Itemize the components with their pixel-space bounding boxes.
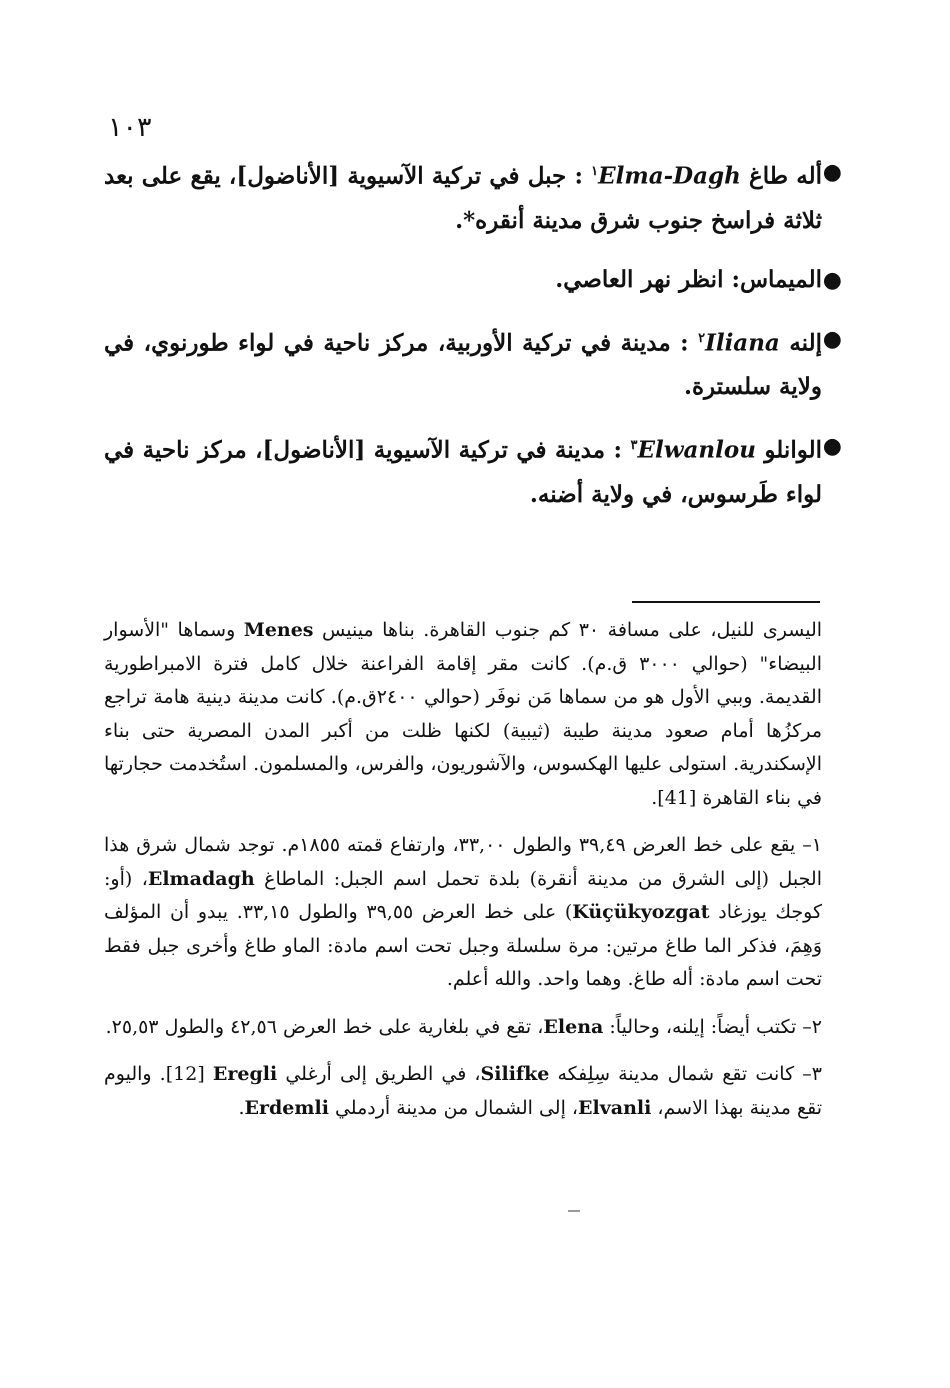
- footnote-latin: Elena: [543, 1015, 604, 1038]
- footnote-text: ، في الطريق إلى أرغلي: [285, 1063, 481, 1085]
- footnote-ref: ١: [591, 164, 599, 179]
- page-number: ١٠٣: [108, 112, 152, 143]
- footnote-text: .: [238, 1096, 245, 1119]
- footnote-text: ١– يقع على خط العرض ٣٩,٤٩ والطول ٣٣,٠٠، وارتفاع قمته ١٨٥٥م. توجد شمال شرق هذا الجبل (إلى الشرق من مدينة أنقرة) بلدة تحمل اسم الجبل: الماطاغ: [104, 834, 822, 890]
- bullet-icon: ●: [822, 266, 842, 293]
- footnote-latin: Elmadagh: [147, 867, 255, 890]
- entries-list: [104, 150, 842, 532]
- footnote-1: [104, 829, 822, 997]
- entry-maimas: [104, 258, 842, 302]
- footnote-latin: Eregli: [212, 1063, 278, 1085]
- entry-text: : مدينة في تركية الأوربية، مركز ناحية في لواء طورنوي، في ولاية سلسترة.: [104, 329, 822, 401]
- footnote-text: ٣– كانت تقع شمال مدينة سِلِفكه: [557, 1063, 822, 1085]
- footnote-text: ٢– تكتب أيضاً: إيلنه، وحالياً:: [609, 1015, 822, 1038]
- footnote-text: ، تقع في بلغارية على خط العرض ٤٢,٥٦ والطول ٢٥,٥٣.: [105, 1015, 544, 1038]
- footnote-latin: Silifke: [480, 1063, 550, 1085]
- entry-text: : انظر نهر العاصي.: [555, 265, 740, 293]
- footnote-continuation: [104, 614, 822, 815]
- footnote-text: ) على خط العرض ٣٩,٥٥ والطول ٣٣,١٥. يبدو أن المؤلف وَهِمَ، فذكر الما طاغ مرتين: مرة سلسلة وجبل تحت اسم مادة: الماو طاغ وأخرى جبل فقط تحت اسم مادة: أله طاغ. وهما واحد. والله أعلم.: [104, 901, 822, 990]
- entry-latin-name: Elma-Dagh: [598, 162, 741, 190]
- footnote-latin: Küçükyozgat: [572, 901, 710, 923]
- footnote-latin: Menes: [243, 619, 314, 641]
- bullet-icon: ●: [822, 159, 842, 185]
- entry-iliana: [104, 317, 842, 410]
- entry-elma-dagh: [104, 150, 842, 243]
- entry-text: : مدينة في تركية الآسيوية [الأناضول]، مركز ناحية في لواء طَرسوس، في ولاية أضنه.: [104, 436, 822, 508]
- entry-latin-name: Iliana: [705, 329, 780, 357]
- entry-title: الميماس: [739, 265, 822, 293]
- footnote-text: اليسرى للنيل، على مسافة ٣٠ كم جنوب القاهرة. بناها مينيس: [322, 619, 823, 641]
- footnote-ref: ٢: [698, 330, 706, 346]
- footnote-text: [12]. واليوم تقع مدينة بهذا الاسم،: [104, 1063, 822, 1119]
- entry-text: : جبل في تركية الآسيوية [الأناضول]، يقع على بعد ثلاثة فراسخ جنوب شرق مدينة أنقره*.: [104, 162, 822, 234]
- entry-title: الوانلو: [764, 436, 822, 464]
- footnote-ref: ٣: [630, 438, 638, 454]
- entry-latin-name: Elwanlou: [637, 436, 756, 464]
- entry-title: إلنه: [789, 329, 822, 357]
- bullet-icon: ●: [822, 325, 842, 352]
- footnote-divider: [632, 601, 820, 603]
- footnotes: [104, 614, 822, 1139]
- footnote-text: ، (أو: كوجك يوزغاد: [104, 867, 823, 923]
- entry-elwanlou: [104, 424, 842, 517]
- bullet-icon: ●: [822, 433, 842, 460]
- print-mark: [568, 1210, 580, 1212]
- footnote-latin: Elvanli: [578, 1096, 652, 1119]
- footnote-latin: Erdemli: [244, 1096, 329, 1119]
- footnote-text: ، إلى الشمال من مدينة أردملي: [334, 1096, 579, 1119]
- footnote-3: [104, 1058, 822, 1125]
- entry-title: أله طاغ: [749, 162, 822, 190]
- footnote-text: وسماها "الأسوار البيضاء" (حوالي ٣٠٠٠ ق.م). كانت مقر إقامة الفراعنة خلال كامل فترة الامبراطورية القديمة. وببي الأول هو من سماها مَن نوفَر (حوالي ٢٤٠٠ق.م). كانت مدينة دينية هامة تراجع مركزُها أمام صعود مدينة طيبة (ثيبية) لكنها ظلت من أكبر المدن المصرية حتى بناء الإسكندرية. استولى عليها الهكسوس، والآشوريون، والفرس، والمسلمون. استُخدمت حجارتها في بناء القاهرة [41].: [104, 619, 822, 809]
- footnote-2: [104, 1011, 822, 1045]
